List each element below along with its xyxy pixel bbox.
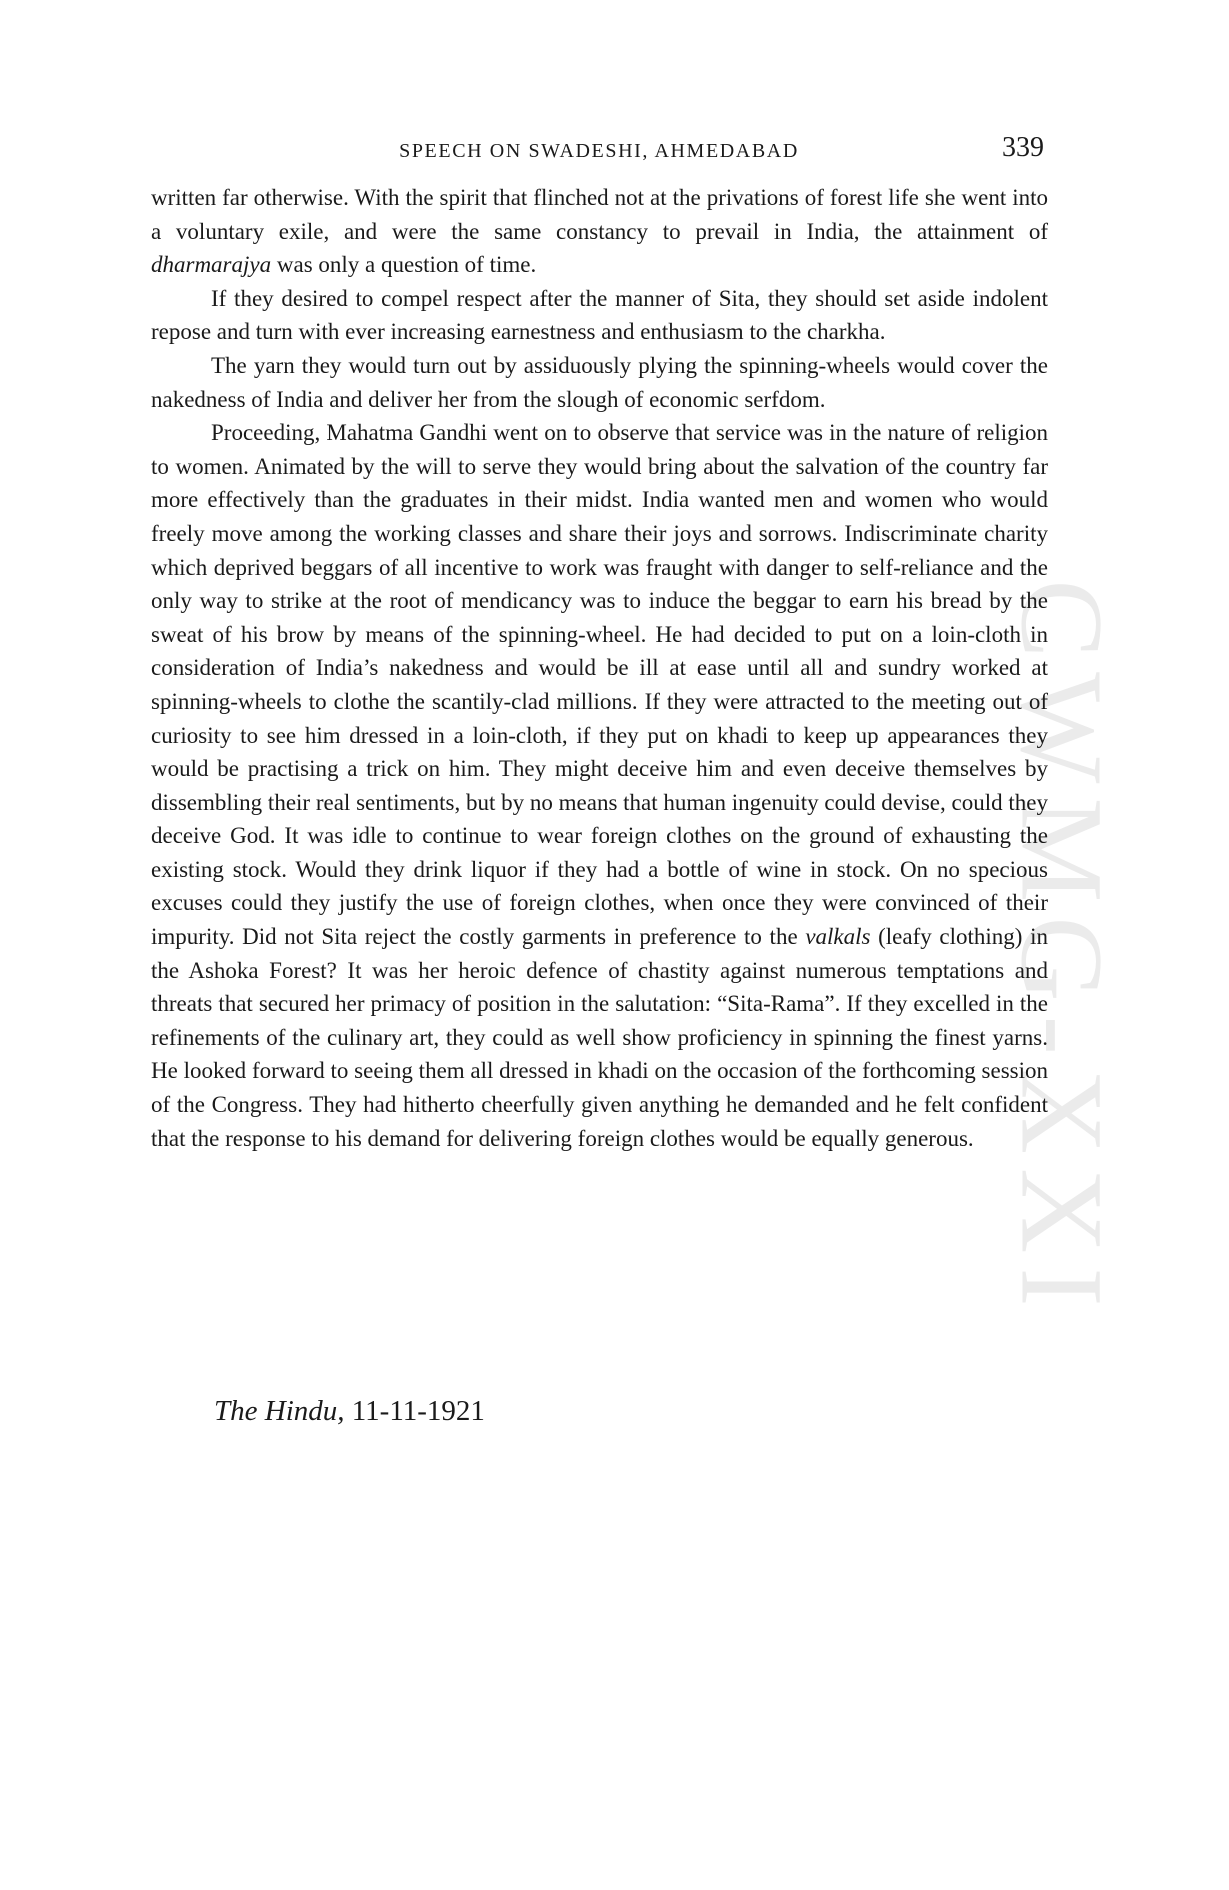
italic-term: valkals bbox=[805, 924, 871, 950]
page-number: 339 bbox=[1002, 132, 1044, 163]
text-segment: was only a question of time. bbox=[271, 252, 537, 278]
text-segment: If they desired to compel respect after the manner of Sita, they should set aside indolent repose and turn with ever increasing earnestness and enthusiasm to the charkha. bbox=[151, 285, 1048, 345]
text-segment: written far otherwise. With the spirit that flinched not at the privations of forest life she went into a voluntary exile, and were the same constancy to prevail in India, the attainment of bbox=[151, 185, 1048, 244]
italic-term: dharmarajya bbox=[151, 252, 272, 278]
paragraph bbox=[151, 181, 1048, 282]
paragraph bbox=[151, 416, 1048, 1155]
body-text bbox=[151, 181, 1048, 1155]
source-publication: The Hindu, bbox=[214, 1395, 345, 1427]
paragraph bbox=[151, 282, 1048, 349]
watermark-text: CWMG-XXI bbox=[997, 579, 1128, 1321]
text-segment: The yarn they would turn out by assiduously plying the spinning-wheels would cover the nakedness of India and deliver her from the slough of economic serfdom. bbox=[151, 352, 1048, 412]
text-segment: Proceeding, Mahatma Gandhi went on to observe that service was in the nature of religion to women. Animated by the will to serve they would bring about the salvation of the country far more effectively than the graduates in their midst. India wanted men and women who would freely move among the working classes and share their joys and sorrows. Indiscriminate charity which deprived beggars of all incentive to work was fraught with danger to self-reliance and the only way to strike at the root of mendicancy was to induce the beggar to earn his bread by the sweat of his brow by means of the spinning-wheel. He had decided to put on a loin-cloth in consideration of India’s nakedness and would be ill at ease until all and sundry worked at spinning-wheels to clothe the scantily-clad millions. If they were attracted to the meeting out of curiosity to see him dressed in a loin-cloth, if they put on khadi to keep up appearances they would be practising a trick on him. They might deceive him and even deceive themselves by dissembling their real sentiments, but by no means that human ingenuity could devise, could they deceive God. It was idle to continue to wear foreign clothes on the ground of exhausting the existing stock. Would they drink liquor if they had a bottle of wine in stock. On no specious excuses could they justify the use of foreign clothes, when once they were convinced of their impurity. Did not Sita reject the costly garments in preference to the bbox=[151, 420, 1048, 950]
running-head bbox=[154, 132, 1044, 172]
running-title: SPEECH ON SWADESHI, AHMEDABAD bbox=[399, 140, 799, 162]
source-date: 11-11-1921 bbox=[351, 1395, 485, 1427]
paragraph bbox=[151, 349, 1048, 416]
text-segment: (leafy clothing) in the Ashoka Forest? It was her heroic defence of chastity against numerous temptations and threats that secured her primacy of position in the salutation: “Sita-Rama”. If they excelled in the refinements of the culinary art, they could as well show proficiency in spinning the finest yarns. He looked forward to seeing them all dressed in khadi on the occasion of the forthcoming session of the Congress. They had hitherto cheerfully given anything he demanded and he felt confident that the response to his demand for delivering foreign clothes would be equally generous. bbox=[151, 924, 1048, 1151]
source-citation bbox=[214, 1395, 485, 1428]
